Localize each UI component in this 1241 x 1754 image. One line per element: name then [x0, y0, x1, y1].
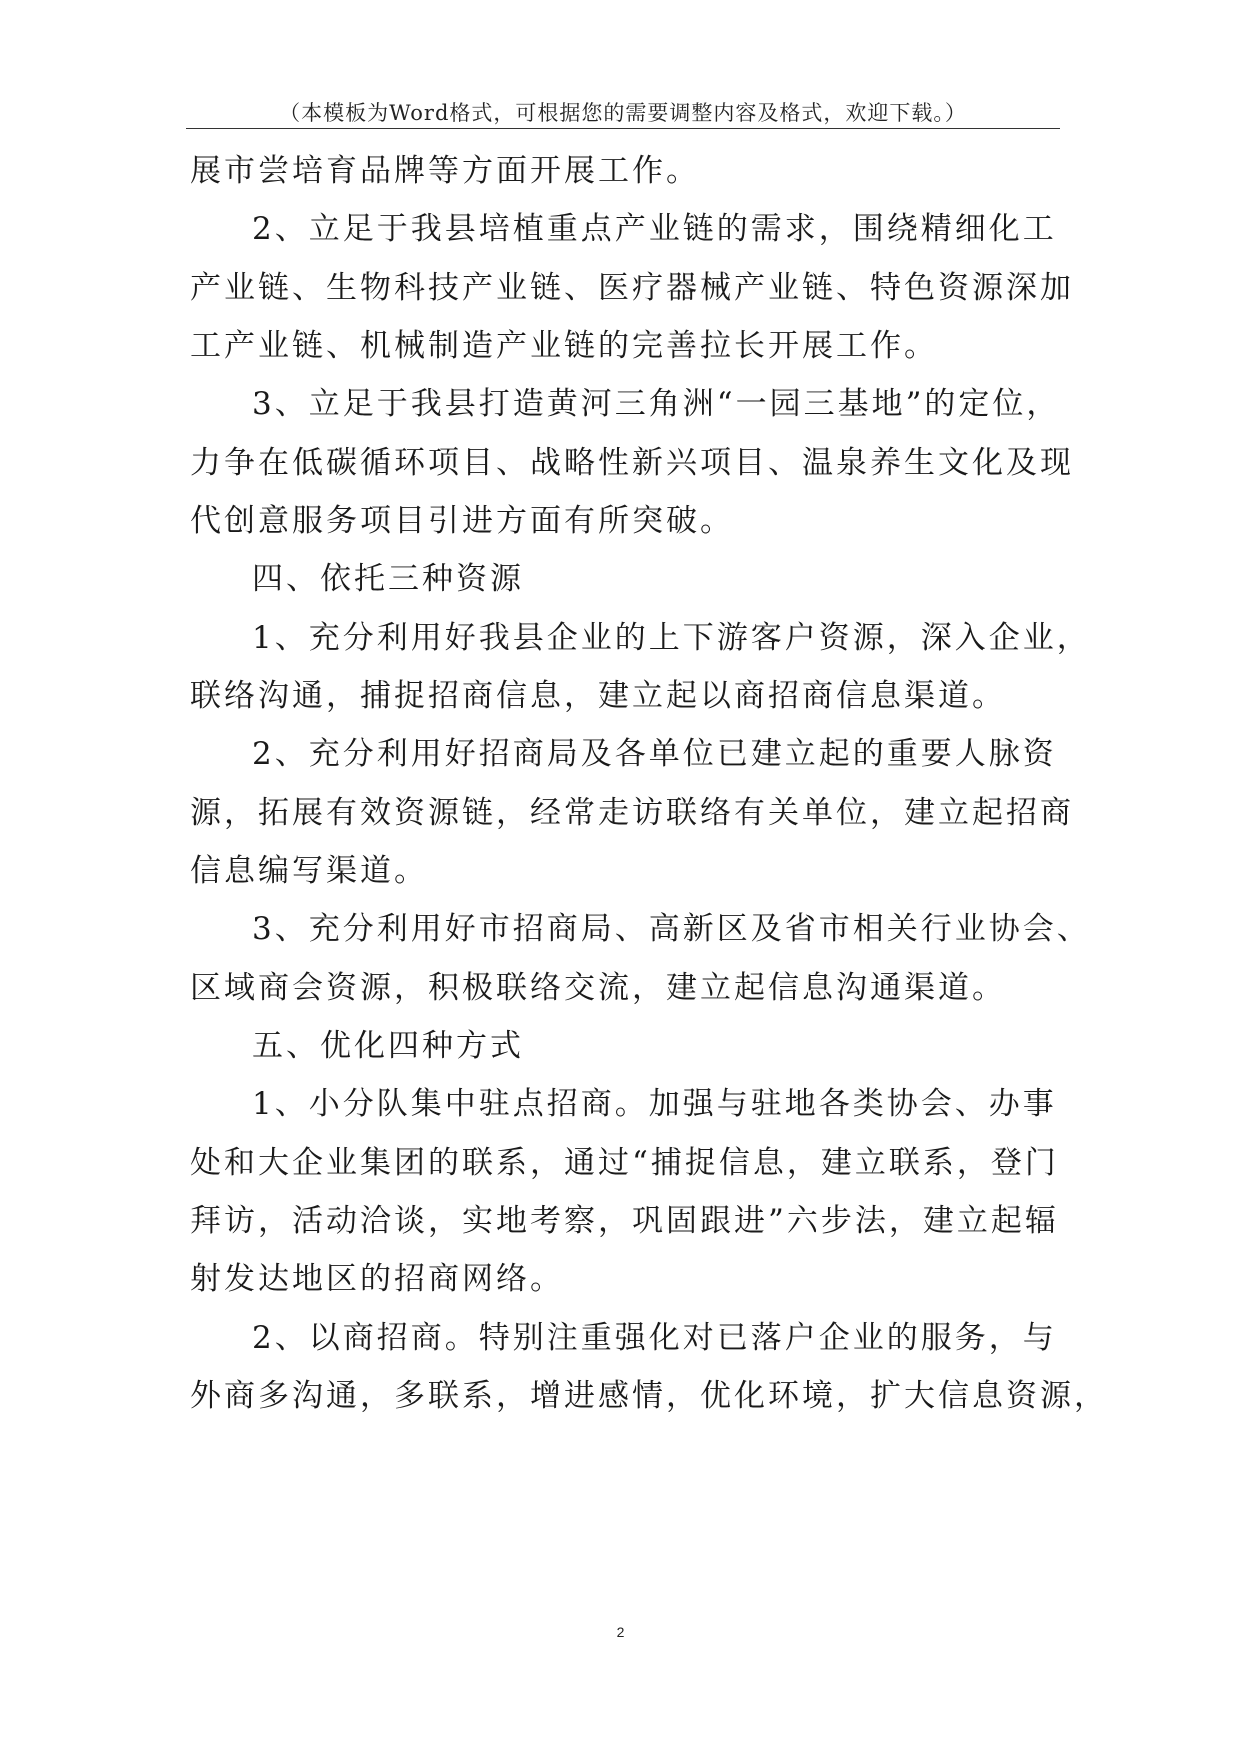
paragraph-line: 联络沟通，捕捉招商信息，建立起以商招商信息渠道。 [190, 678, 1006, 714]
paragraph-line: 2、充分利用好招商局及各单位已建立起的重要人脉资 [252, 736, 1057, 772]
section-heading: 四、依托三种资源 [252, 561, 524, 597]
paragraph-line: 展市尝培育品牌等方面开展工作。 [190, 153, 700, 189]
page-number: 2 [616, 1624, 625, 1640]
paragraph-line: 3、立足于我县打造黄河三角洲“一园三基地”的定位， [252, 386, 1061, 422]
paragraph-line: 工产业链、机械制造产业链的完善拉长开展工作。 [190, 328, 938, 364]
paragraph-line: 2、立足于我县培植重点产业链的需求，围绕精细化工 [252, 211, 1057, 247]
paragraph-line: 产业链、生物科技产业链、医疗器械产业链、特色资源深加 [190, 270, 1074, 306]
template-notice: （本模板为Word格式，可根据您的需要调整内容及格式，欢迎下载。） [279, 101, 967, 125]
paragraph-line: 区域商会资源，积极联络交流，建立起信息沟通渠道。 [190, 970, 1006, 1006]
section-heading: 五、优化四种方式 [252, 1028, 524, 1064]
header-divider [186, 128, 1060, 129]
paragraph-line: 射发达地区的招商网络。 [190, 1261, 564, 1297]
paragraph-line: 拜访，活动洽谈，实地考察，巩固跟进”六步法，建立起辐 [190, 1203, 1059, 1239]
paragraph-line: 处和大企业集团的联系，通过“捕捉信息，建立联系，登门 [190, 1145, 1059, 1181]
paragraph-line: 2、以商招商。特别注重强化对已落户企业的服务，与 [252, 1320, 1057, 1356]
paragraph-line: 信息编写渠道。 [190, 853, 428, 889]
paragraph-line: 源，拓展有效资源链，经常走访联络有关单位，建立起招商 [190, 795, 1074, 831]
paragraph-line: 3、充分利用好市招商局、高新区及省市相关行业协会、 [252, 911, 1091, 947]
paragraph-line: 力争在低碳循环项目、战略性新兴项目、温泉养生文化及现 [190, 445, 1074, 481]
paragraph-line: 1、小分队集中驻点招商。加强与驻地各类协会、办事 [252, 1086, 1057, 1122]
paragraph-line: 1、充分利用好我县企业的上下游客户资源，深入企业， [252, 620, 1091, 656]
paragraph-line: 代创意服务项目引进方面有所突破。 [190, 503, 734, 539]
paragraph-line: 外商多沟通，多联系，增进感情，优化环境，扩大信息资源， [190, 1378, 1108, 1414]
